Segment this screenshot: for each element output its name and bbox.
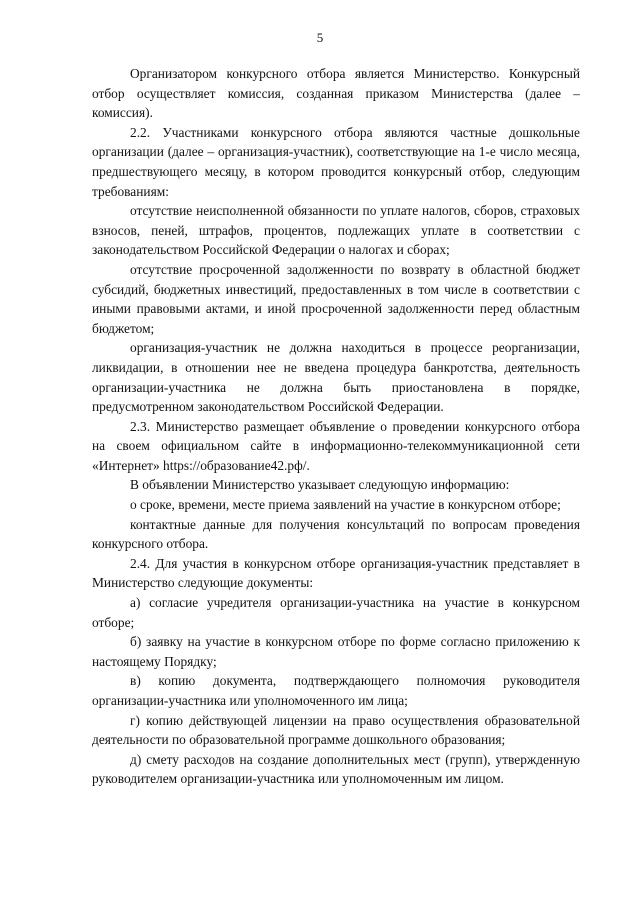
paragraph-requirement-taxes: отсутствие неисполненной обязанности по уплате налогов, сборов, страховых взносов, пеней, штрафов, процентов, подлежащих уплате в соответствии с законодательством Российской Федерации о налогах и сборах; (92, 203, 580, 258)
paragraph-document-b: б) заявку на участие в конкурсном отборе по форме согласно приложению к настоящему Порядку; (92, 634, 580, 669)
paragraph-document-e: д) смету расходов на создание дополнительных мест (групп), утвержденную руководителем организации-участника или уполномоченным им лицом. (92, 751, 580, 787)
paragraph-2-2-participants: 2.2. Участниками конкурсного отбора являются частные дошкольные организации (далее – организация-участник), соответствующие на 1-е число месяца, предшествующего месяцу, в котором проводится конкурсный отбор, следующим требованиям: (92, 124, 580, 199)
page-number: 5 (316, 30, 324, 45)
paragraph-requirement-reorganization: организация-участник не должна находиться в процессе реорганизации, ликвидации, в отношении нее не введена процедура банкротства, деятельность организации-участника не должна быть приостановлена в порядке, предусмотренном законодательством Российской Федерации. (92, 340, 580, 415)
paragraph-2-3-announcement: 2.3. Министерство размещает объявление о проведении конкурсного отбора на своем официальном сайте в информационно-телекоммуникационной сети «Интернет» https://образование42.рф/. (92, 418, 580, 473)
document-body (92, 64, 580, 789)
paragraph-2-4-documents: 2.4. Для участия в конкурсном отборе организация-участник представляет в Министерство следующие документы: (92, 555, 580, 591)
paragraph-document-c: в) копию документа, подтверждающего полномочия руководителя организации-участника или уполномоченного им лица; (92, 673, 580, 708)
paragraph-document-d: г) копию действующей лицензии на право осуществления образовательной деятельности по образовательной программе дошкольного образования; (92, 712, 580, 748)
paragraph-requirement-debt: отсутствие просроченной задолженности по возврату в областной бюджет субсидий, бюджетных инвестиций, предоставленных в том числе в соответствии с иными правовыми актами, и иной просроченной задолженности перед областным бюджетом; (92, 261, 580, 336)
paragraph-info-deadlines: о сроке, времени, месте приема заявлений на участие в конкурсном отборе; (130, 497, 561, 513)
paragraph-organizer: Организатором конкурсного отбора является Министерство. Конкурсный отбор осуществляет комиссия, созданная приказом Министерства (далее – комиссия). (92, 66, 580, 121)
paragraph-info-contacts: контактные данные для получения консультаций по вопросам проведения конкурсного отбора. (92, 516, 580, 552)
paragraph-document-a: а) согласие учредителя организации-участника на участие в конкурсном отборе; (92, 595, 580, 630)
paragraph-announcement-info: В объявлении Министерство указывает следующую информацию: (130, 477, 510, 493)
